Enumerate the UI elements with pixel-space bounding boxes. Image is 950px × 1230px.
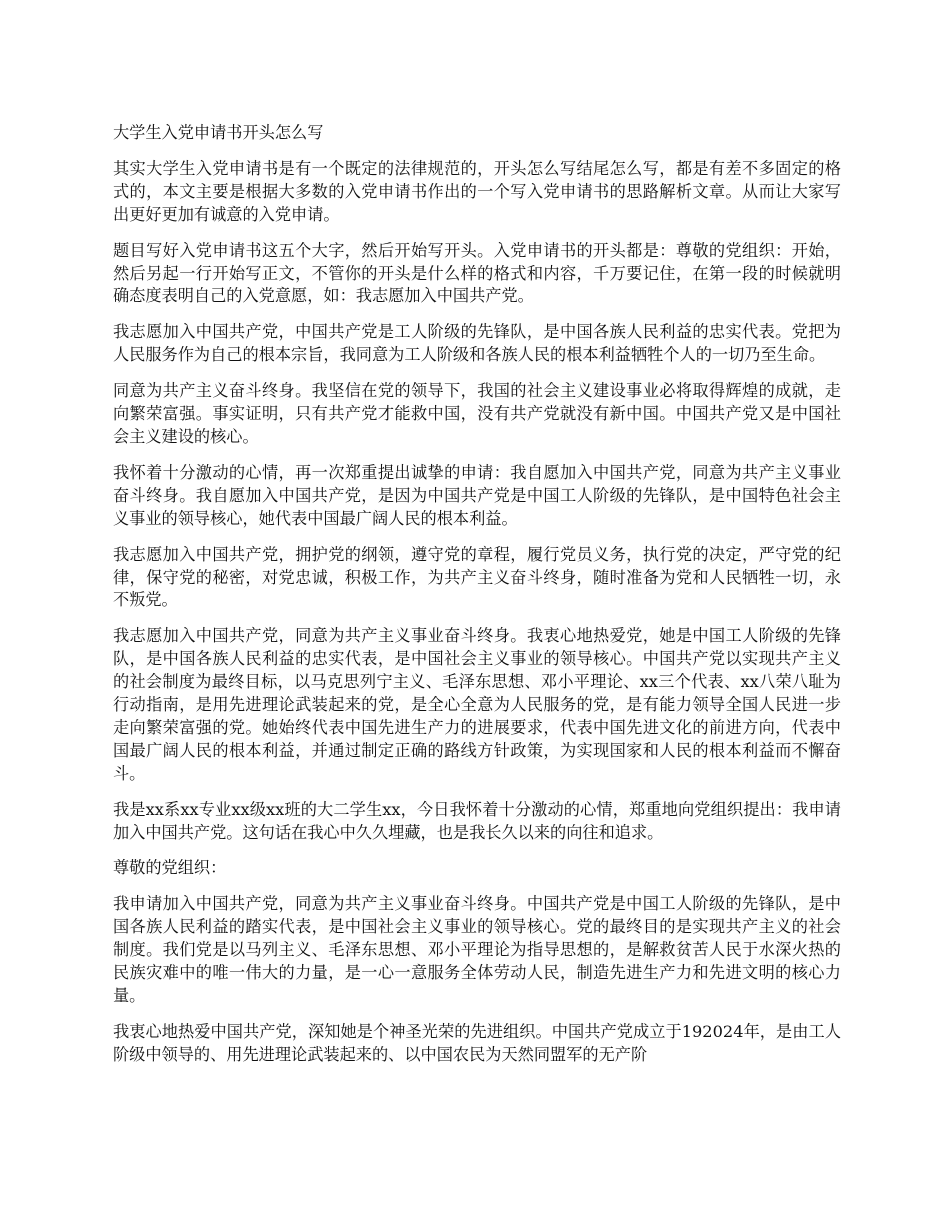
- paragraph-self-intro: 我是xx系xx专业xx级xx班的大二学生xx，今日我怀着十分激动的心情，郑重地向党组织提出：我申请加入中国共产党。这句话在我心中久久埋藏，也是我长久以来的向往和追求。: [113, 799, 841, 842]
- paragraph-application: 我怀着十分激动的心情，再一次郑重提出诚挚的申请：我自愿加入中国共产党，同意为共产主义事业奋斗终身。我自愿加入中国共产党，是因为中国共产党是中国工人阶级的先锋队，是中国特色社会主义事业的领导核心，她代表中国最广阔人民的根本利益。: [113, 462, 841, 528]
- paragraph-communism: 同意为共产主义奋斗终身。我坚信在党的领导下，我国的社会主义建设事业必将取得辉煌的成就，走向繁荣富强。事实证明，只有共产党才能救中国，没有共产党就没有新中国。中国共产党又是中国社会主义建设的核心。: [113, 381, 841, 446]
- document-title: 大学生入党申请书开头怎么写: [113, 123, 324, 142]
- document-page: [113, 122, 841, 1080]
- paragraph-love-party: 我志愿加入中国共产党，同意为共产主义事业奋斗终身。我衷心地热爱党，她是中国工人阶级的先锋队，是中国各族人民利益的忠实代表，是中国社会主义事业的领导核心。中国共产党以实现共产主义的社会制度为最终目标，以马克思列宁主义、毛泽东思想、邓小平理论、xx三个代表、xx八荣八耻为行动指南，是用先进理论武装起来的党，是全心全意为人民服务的党，是有能力领导全国人民进一步走向繁荣富强的党。她始终代表中国先进生产力的进展要求，代表中国先进文化的前进方向，代表中国最广阔人民的根本利益，并通过制定正确的路线方针政策，为实现国家和人民的根本利益而不懈奋斗。: [113, 626, 841, 783]
- paragraph-apply-join: 我申请加入中国共产党，同意为共产主义事业奋斗终身。中国共产党是中国工人阶级的先锋队，是中国各族人民利益的踏实代表，是中国社会主义事业的领导核心。党的最终目的是实现共产主义的社会制度。我们党是以马列主义、毛泽东思想、邓小平理论为指导思想的，是解救贫苦人民于水深火热的民族灾难中的唯一伟大的力量，是一心一意服务全体劳动人民，制造先进生产力和先进文明的核心力量。: [113, 894, 841, 1005]
- paragraph-title-opening: 题目写好入党申请书这五个大字，然后开始写开头。入党申请书的开头都是：尊敬的党组织：开始，然后另起一行开始写正文，不管你的开头是什么样的格式和内容，千万要记住，在第一段的时候就明确态度表明自己的入党意愿，如：我志愿加入中国共产党。: [113, 240, 841, 306]
- paragraph-salutation: 尊敬的党组织：: [113, 858, 227, 878]
- paragraph-intro: 其实大学生入党申请书是有一个既定的法律规范的，开头怎么写结尾怎么写，都是有差不多固定的格式的，本文主要是根据大多数的入党申请书作出的一个写入党申请书的思路解析文章。从而让大家写出更好更加有诚意的入党申请。: [113, 158, 841, 224]
- paragraph-history: 我衷心地热爱中国共产党，深知她是个神圣光荣的先进组织。中国共产党成立于192024年，是由工人阶级中领导的、用先进理论武装起来的、以中国农民为天然同盟军的无产阶: [113, 1021, 841, 1064]
- paragraph-vanguard: 我志愿加入中国共产党，中国共产党是工人阶级的先锋队，是中国各族人民利益的忠实代表。党把为人民服务作为自己的根本宗旨，我同意为工人阶级和各族人民的根本利益牺牲个人的一切乃至生命。: [113, 322, 841, 365]
- paragraph-oath: 我志愿加入中国共产党，拥护党的纲领，遵守党的章程，履行党员义务，执行党的决定，严守党的纪律，保守党的秘密，对党忠诚，积极工作，为共产主义奋斗终身，随时准备为党和人民牺牲一切，永不叛党。: [113, 544, 841, 610]
